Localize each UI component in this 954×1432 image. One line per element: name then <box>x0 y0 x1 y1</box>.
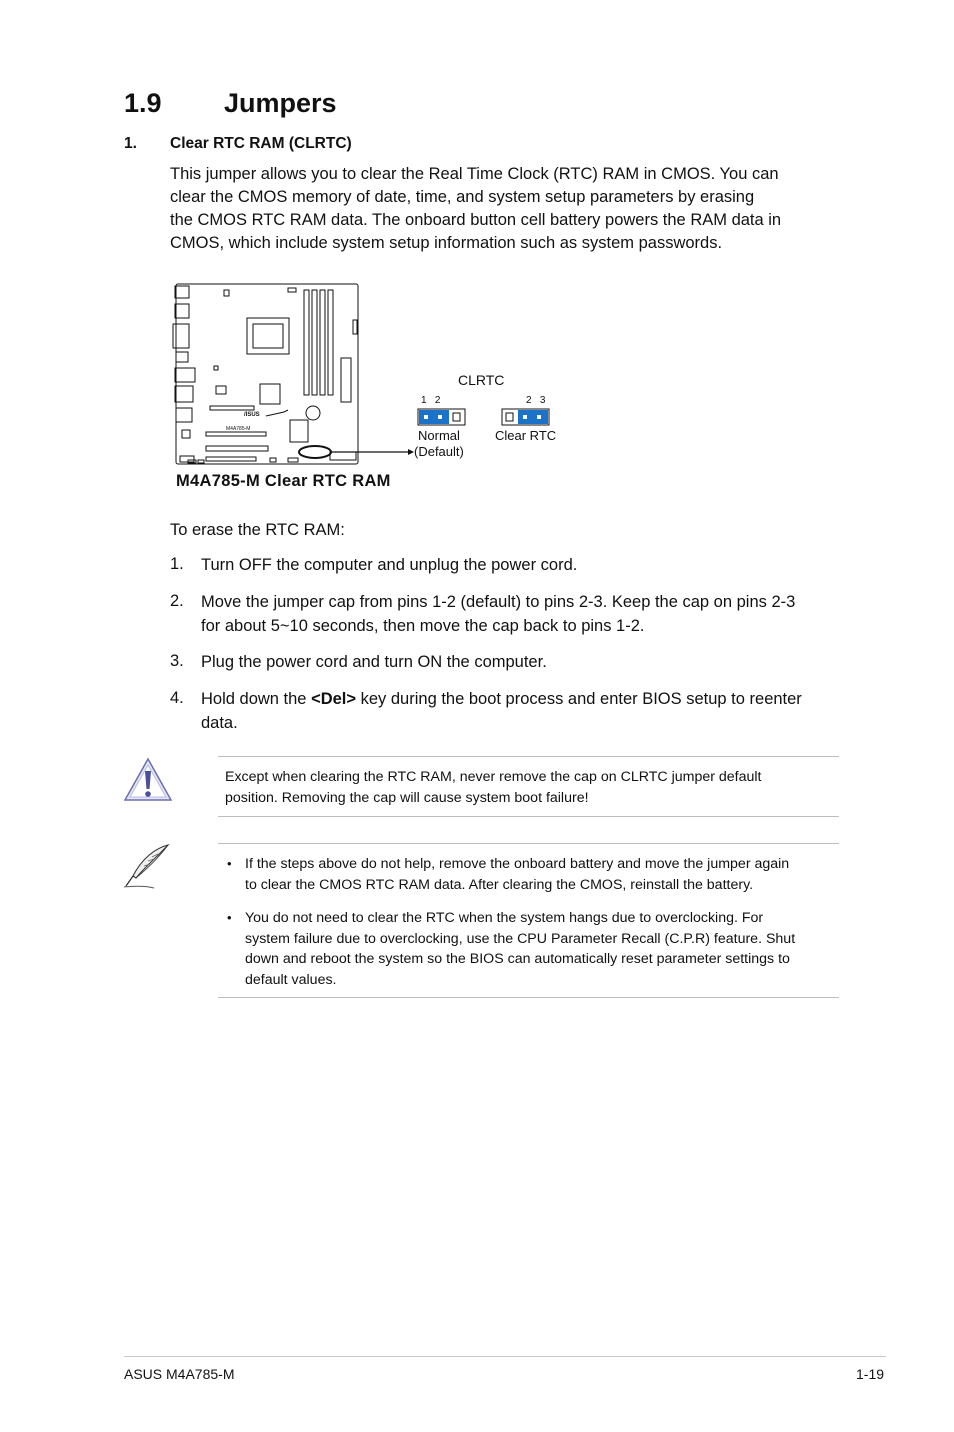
caution-line: position. Removing the cap will cause system boot failure! <box>225 789 589 806</box>
step-text <box>201 554 841 578</box>
step-text-pre: Hold down the <box>201 690 312 708</box>
warning-triangle-icon <box>122 756 174 804</box>
footer-title: ASUS M4A785-M <box>124 1366 235 1382</box>
step-line: Move the jumper cap from pins 1-2 (default) to pins 2-3. Keep the cap on pins 2-3 <box>201 593 796 611</box>
step-text <box>201 688 841 735</box>
note-line: default values. <box>245 971 337 988</box>
note-line: You do not need to clear the RTC when the system hangs due to overclocking. For <box>245 910 764 926</box>
step-number: 2. <box>170 592 184 610</box>
caution-bottom-rule <box>218 816 839 817</box>
description-line: This jumper allows you to clear the Real Time Clock (RTC) RAM in CMOS. You can <box>170 165 779 183</box>
footer-rule <box>124 1356 886 1357</box>
step-line: Plug the power cord and turn ON the computer. <box>201 653 547 671</box>
erase-intro: To erase the RTC RAM: <box>170 521 345 539</box>
step-line: for about 5~10 seconds, then move the cap back to pins 1-2. <box>201 616 645 635</box>
step-number: 4. <box>170 689 184 707</box>
note-line: If the steps above do not help, remove the onboard battery and move the jumper again <box>245 856 790 872</box>
step-line: Turn OFF the computer and unplug the power cord. <box>201 556 578 574</box>
step-number: 1. <box>170 555 184 573</box>
step-text <box>201 591 841 638</box>
clear-rtc-label: Clear RTC <box>495 428 557 443</box>
figure-caption: M4A785-M Clear RTC RAM <box>176 472 391 490</box>
note-bottom-rule <box>218 997 839 998</box>
board-model: M4A785-M <box>226 426 251 432</box>
caution-top-rule <box>218 756 839 757</box>
step-text-post: key during the boot process and enter BIOS setup to reenter <box>356 690 802 708</box>
section-title: Jumpers <box>224 88 337 118</box>
description-line: clear the CMOS memory of date, time, and system setup parameters by erasing <box>170 188 755 206</box>
step-number: 3. <box>170 652 184 670</box>
section-number: 1.9 <box>124 88 162 118</box>
bullet-icon: • <box>227 910 232 925</box>
note-bullet-text <box>245 854 789 895</box>
page-number: 1-19 <box>856 1366 885 1382</box>
quill-pen-icon <box>120 842 172 890</box>
normal-default-label: (Default) <box>414 444 464 459</box>
bullet-icon: • <box>227 856 232 871</box>
note-line: system failure due to overclocking, use the CPU Parameter Recall (C.P.R) feature. Shut <box>245 930 796 947</box>
normal-pins-label: 1 2 <box>421 395 441 406</box>
caution-line: Except when clearing the RTC RAM, never remove the cap on CLRTC jumper default <box>225 769 762 785</box>
normal-label: Normal <box>418 428 460 443</box>
note-top-rule <box>218 843 839 844</box>
motherboard-layout-icon <box>173 284 358 464</box>
del-key: <Del> <box>311 690 357 708</box>
jumper-clear-icon <box>502 409 549 425</box>
note-bullet-text <box>245 908 795 990</box>
step-line: data. <box>201 713 238 732</box>
description-line: CMOS, which include system setup information such as system passwords. <box>170 234 723 252</box>
jumper-normal-icon <box>418 409 465 425</box>
item-description <box>170 163 830 255</box>
note-line: to clear the CMOS RTC RAM data. After clearing the CMOS, reinstall the battery. <box>245 876 754 893</box>
caution-text <box>225 767 762 808</box>
item-title: Clear RTC RAM (CLRTC) <box>170 135 352 152</box>
jumper-label: CLRTC <box>458 372 505 388</box>
step-text <box>201 651 841 675</box>
step-line <box>201 688 841 712</box>
item-number: 1. <box>124 135 137 152</box>
description-line: the CMOS RTC RAM data. The onboard button cell battery powers the RAM data in <box>170 211 782 229</box>
note-line: down and reboot the system so the BIOS can automatically reset parameter settings to <box>245 951 790 967</box>
clear-pins-label: 2 3 <box>526 395 546 406</box>
board-brand: /ISUS <box>244 412 260 418</box>
